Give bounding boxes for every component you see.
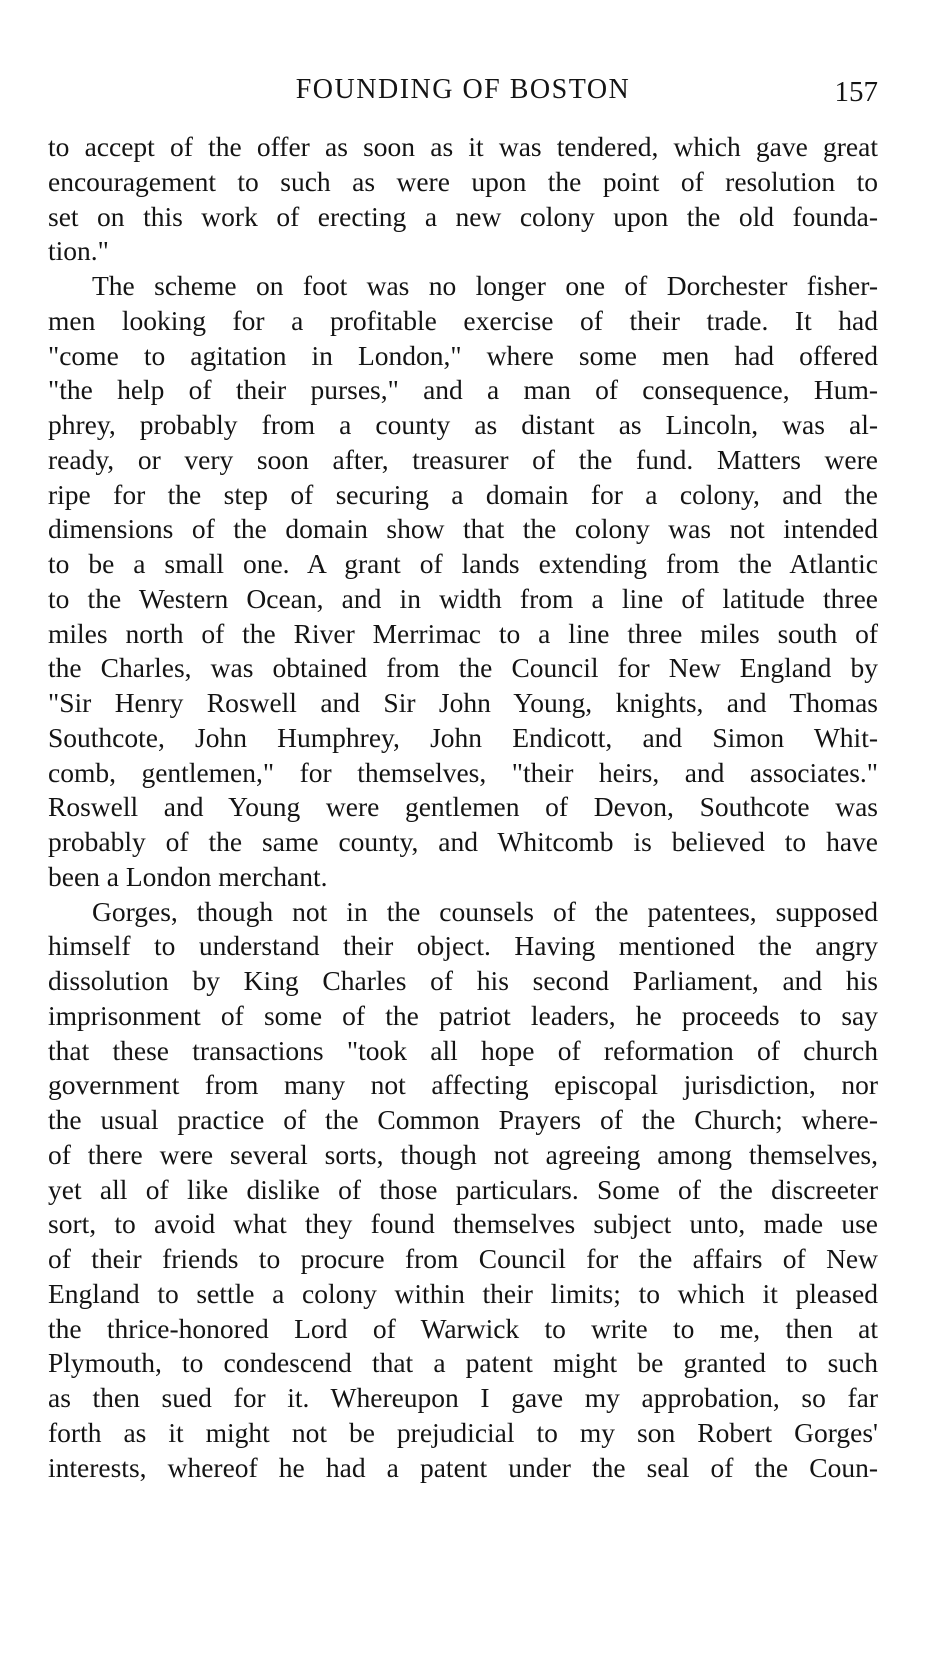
text-line: tion."	[48, 235, 109, 267]
page-number: 157	[834, 76, 878, 108]
text-line: of there were several sorts, though not agreeing among themselves,	[48, 1138, 878, 1170]
paragraph	[48, 269, 878, 895]
text-line: miles north of the River Merrimac to a line three miles south of	[48, 617, 878, 649]
running-head	[48, 70, 878, 110]
body-text	[48, 130, 878, 1485]
running-head-title: FOUNDING OF BOSTON	[295, 74, 631, 105]
text-line: that these transactions "took all hope of reformation of church	[48, 1034, 878, 1066]
text-line: dimensions of the domain show that the colony was not intended	[48, 513, 878, 545]
text-line: Plymouth, to condescend that a patent might be granted to such	[48, 1347, 878, 1379]
text-line: "the help of their purses," and a man of consequence, Hum-	[48, 374, 878, 406]
text-line: "come to agitation in London," where some men had offered	[48, 339, 878, 371]
text-line: comb, gentlemen," for themselves, "their heirs, and associates."	[48, 756, 878, 788]
text-line: been a London merchant.	[48, 860, 328, 892]
text-line: yet all of like dislike of those particulars. Some of the discreeter	[48, 1173, 878, 1205]
text-line: himself to understand their object. Having mentioned the angry	[48, 930, 878, 962]
text-line: imprisonment of some of the patriot leaders, he proceeds to say	[48, 999, 878, 1031]
paragraph	[48, 895, 878, 1486]
text-line: of their friends to procure from Council for the affairs of New	[48, 1243, 878, 1274]
text-line: "Sir Henry Roswell and Sir John Young, knights, and Thomas	[48, 687, 878, 718]
text-line: forth as it might not be prejudicial to my son Robert Gorges'	[48, 1416, 878, 1448]
text-line: England to settle a colony within their limits; to which it pleased	[48, 1277, 878, 1309]
text-line: to accept of the offer as soon as it was tendered, which gave great	[48, 131, 878, 162]
text-line: to be a small one. A grant of lands extending from the Atlantic	[48, 548, 878, 579]
text-line: the usual practice of the Common Prayers of the Church; where-	[48, 1104, 878, 1135]
text-line: Roswell and Young were gentlemen of Devon, Southcote was	[48, 791, 878, 823]
paragraph	[48, 130, 878, 269]
text-line: to the Western Ocean, and in width from a line of latitude three	[48, 582, 878, 614]
text-line: The scheme on foot was no longer one of Dorchester fisher-	[92, 270, 878, 301]
text-line: phrey, probably from a county as distant as Lincoln, was al-	[48, 409, 878, 440]
text-line: encouragement to such as were upon the point of resolution to	[48, 165, 878, 197]
text-line: interests, whereof he had a patent under the seal of the Coun-	[48, 1451, 878, 1483]
text-line: men looking for a profitable exercise of their trade. It had	[48, 304, 878, 336]
text-line: the thrice-honored Lord of Warwick to write to me, then at	[48, 1312, 878, 1344]
text-line: as then sued for it. Whereupon I gave my approbation, so far	[48, 1382, 878, 1413]
text-line: set on this work of erecting a new colony upon the old founda-	[48, 200, 878, 232]
text-line: probably of the same county, and Whitcomb is believed to have	[48, 826, 878, 857]
text-line: Southcote, John Humphrey, John Endicott, and Simon Whit-	[48, 721, 878, 753]
text-line: the Charles, was obtained from the Council for New England by	[48, 652, 878, 684]
text-line: government from many not affecting episcopal jurisdiction, nor	[48, 1069, 878, 1101]
text-line: dissolution by King Charles of his second Parliament, and his	[48, 965, 878, 996]
text-line: sort, to avoid what they found themselves subject unto, made use	[48, 1208, 878, 1240]
text-line: ripe for the step of securing a domain for a colony, and the	[48, 478, 878, 510]
text-line: Gorges, though not in the counsels of the patentees, supposed	[92, 895, 878, 927]
text-line: ready, or very soon after, treasurer of the fund. Matters were	[48, 443, 878, 475]
